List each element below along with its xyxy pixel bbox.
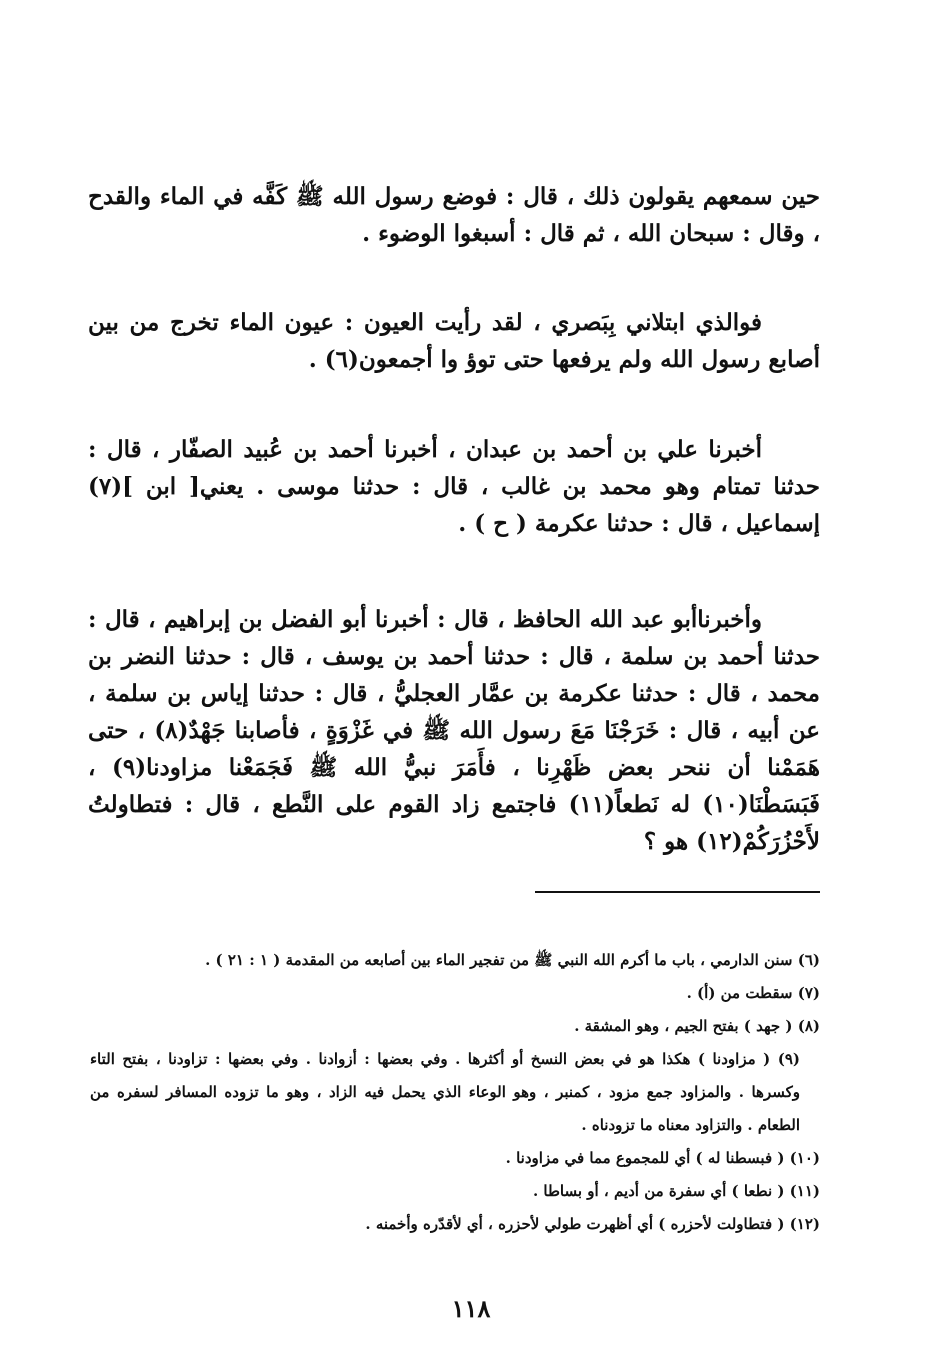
footnote-6: (٦) سنن الدارمي ، باب ما أكرم الله النبي ﷺ من تفجير الماء بين أصابعه من المقدمة ( ١ : ٢١ ) . xyxy=(205,951,820,969)
footnote-7: (٧) سقطت من (أ) . xyxy=(686,984,820,1002)
body-paragraph-2: فوالذي ابتلاني بِبَصري ، لقد رأيت العيون : عيون الماء تخرج من بين أصابع رسول الله ولم يرفعها حتى توؤ وا أجمعون(٦) . xyxy=(88,309,820,373)
body-paragraph-4: وأخبرناأبو عبد الله الحافظ ، قال : أخبرنا أبو الفضل بن إبراهيم ، قال : حدثنا أحمد بن سلمة ، قال : حدثنا أحمد بن يوسف ، قال : حدثنا النضر بن محمد ، قال : حدثنا عكرمة بن عمَّار العجليُّ ، قال : حدثنا إياس بن سلمة ، عن أبيه ، قال : خَرَجْنَا مَعَ رسول الله ﷺ في غَزْوَةٍ ، فأصابنا جَهْدٌ(٨) ، حتى هَمَمْنا أن ننحر بعض ظَهْرِنا ، فأَمَرَ نبيُّ الله ﷺ فَجَمَعْنا مزاودنا(٩) ، فَبَسَطْنَا(١٠) له نَطعاً(١١) فاجتمع زاد القوم على النَّطع ، قال : فتطاولتُ لأَحْزُرَكُمْ(١٢) هو ؟ xyxy=(88,606,820,855)
footnote-11: (١١) ( نطعا ) أي سفرة من أديم ، أو بساطا . xyxy=(532,1182,820,1200)
footnote-9: (٩) ( مزاودنا ) هكذا هو في بعض النسخ أو أكثرها . وفي بعضها : أزوادنا . وفي بعضها : تزاودنا ، بفتح التاء وكسرها . والمزاود جمع مزود ، كمنبر ، وهو الوعاء الذي يحمل فيه الزاد ، وهو ما تزوده المسافر لسفره من الطعام . والتزاود معناه ما تزودناه . xyxy=(90,1050,800,1134)
page-number: ١١٨ xyxy=(451,1294,491,1323)
body-paragraph-1: حين سمعهم يقولون ذلك ، قال : فوضع رسول الله ﷺ كَفَّه في الماء والقدح ، وقال : سبحان الله ، ثم قال : أسبغوا الوضوء . xyxy=(88,183,820,247)
footnote-12: (١٢) ( فتطاولت لأحزره ) أي أظهرت طولي لأحزره ، أي لأقدّره وأخمنه . xyxy=(365,1215,820,1233)
footnote-divider xyxy=(535,891,820,893)
footnote-10: (١٠) ( فبسطنا له ) أي للمجموع مما في مزاودنا . xyxy=(505,1149,820,1167)
footnotes-section xyxy=(90,944,820,1241)
footnote-8: (٨) ( جهد ) بفتح الجيم ، وهو المشقة . xyxy=(574,1017,820,1035)
body-paragraph-3: أخبرنا علي بن أحمد بن عبدان ، أخبرنا أحمد بن عُبيد الصفّار ، قال : حدثنا تمتام وهو محمد بن غالب ، قال : حدثنا موسى . يعني[ ابن ](٧) إسماعيل ، قال : حدثنا عكرمة ( ح ) . xyxy=(88,436,820,537)
